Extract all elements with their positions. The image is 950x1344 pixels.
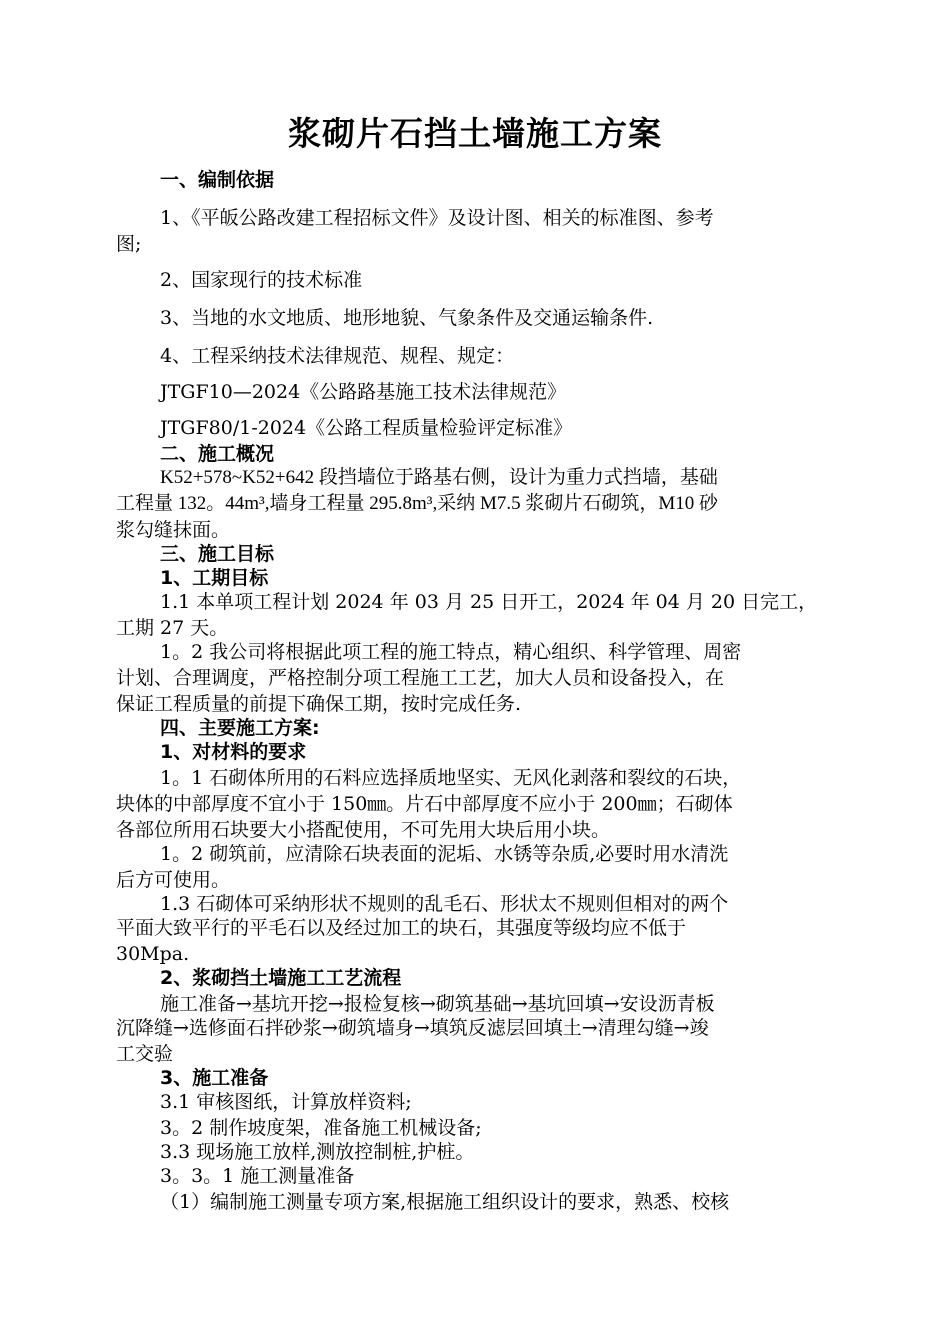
subheading-preparation: 3、施工准备 [160,1067,269,1089]
paragraph-line: 块体的中部厚度不宜小于 150㎜。片石中部厚度不应小于 200㎜；石砌体 [116,793,733,815]
subheading-materials: 1、对材料的要求 [160,741,307,763]
section-heading-goals: 三、施工目标 [160,543,275,565]
paragraph-line: JTGF80/1-2024《公路工程质量检验评定标准》 [160,417,573,439]
paragraph-line: 沉降缝→选修面石拌砂浆→砌筑墙身→填筑反滤层回填土→清理勾缝→竣 [116,1017,709,1039]
paragraph-line: 2、国家现行的技术标准 [160,269,363,291]
paragraph-line: 工程量 132。44m³,墙身工程量 295.8m³,采纳 M7.5 浆砌片石砌筑，M10 砂 [116,493,718,514]
paragraph-line: 后方可使用。 [116,869,231,891]
document-title: 浆砌片石挡土墙施工方案 [288,114,662,153]
paragraph-line: 3。3。1 施工测量准备 [160,1165,355,1187]
paragraph-line: 1.3 石砌体可采纳形状不规则的乱毛石、形状太不规则但相对的两个 [160,893,729,915]
paragraph-line: 计划、合理调度，严格控制分项工程施工工艺，加大人员和设备投入，在 [116,667,725,689]
paragraph-line: K52+578~K52+642 段挡墙位于路基右侧，设计为重力式挡墙，基础 [160,467,718,488]
paragraph-line: 工期 27 天。 [116,617,229,639]
paragraph-line: 各部位所用石块要大小搭配使用，不可先用大块后用小块。 [116,819,611,841]
paragraph-line: 3。2 制作坡度架，准备施工机械设备; [160,1117,482,1139]
paragraph-line: 1。1 石砌体所用的石料应选择质地坚实、无风化剥落和裂纹的石块， [160,767,742,789]
paragraph-line: 4、工程采纳技术法律规范、规程、规定： [160,345,515,367]
paragraph-line: 1、《平皈公路改建工程招标文件》及设计图、相关的标准图、参考 [160,207,714,229]
paragraph-line: 1。2 砌筑前，应清除石块表面的泥垢、水锈等杂质,必要时用水清洗 [160,843,729,865]
paragraph-line: 保证工程质量的前提下确保工期，按时完成任务. [116,693,522,715]
paragraph-line: 图; [116,233,142,255]
subheading-schedule: 1、工期目标 [160,567,269,589]
section-heading-overview: 二、施工概况 [160,443,275,465]
paragraph-line: 3.3 现场施工放样,测放控制桩,护桩。 [160,1141,475,1163]
section-heading-plan: 四、主要施工方案: [160,717,320,739]
paragraph-line: 工交验 [116,1043,174,1065]
paragraph-line: 1。2 我公司将根据此项工程的施工特点，精心组织、科学管理、周密 [160,641,742,663]
paragraph-line: 平面大致平行的平毛石以及经过加工的块石，其强度等级均应不低于 [116,917,687,939]
paragraph-line: JTGF10—2024《公路路基施工技术法律规范》 [160,381,567,403]
paragraph-line: 浆勾缝抹面。 [116,519,231,541]
paragraph-line: 30Mpa. [116,943,190,965]
paragraph-line: （1）编制施工测量专项方案,根据施工组织设计的要求，熟悉、校核 [160,1191,730,1213]
paragraph-line: 3.1 审核图纸，计算放样资料; [160,1091,412,1113]
paragraph-line: 3、当地的水文地质、地形地貌、气象条件及交通运输条件. [160,307,654,329]
paragraph-line: 1.1 本单项工程计划 2024 年 03 月 25 日开工，2024 年 04 月 20 日完工， [160,591,818,613]
paragraph-line: 施工准备→基坑开挖→报检复核→砌筑基础→基坑回填→安设沥青板 [160,993,715,1015]
section-heading-basis: 一、编制依据 [160,169,275,191]
subheading-process: 2、浆砌挡土墙施工工艺流程 [160,967,402,989]
